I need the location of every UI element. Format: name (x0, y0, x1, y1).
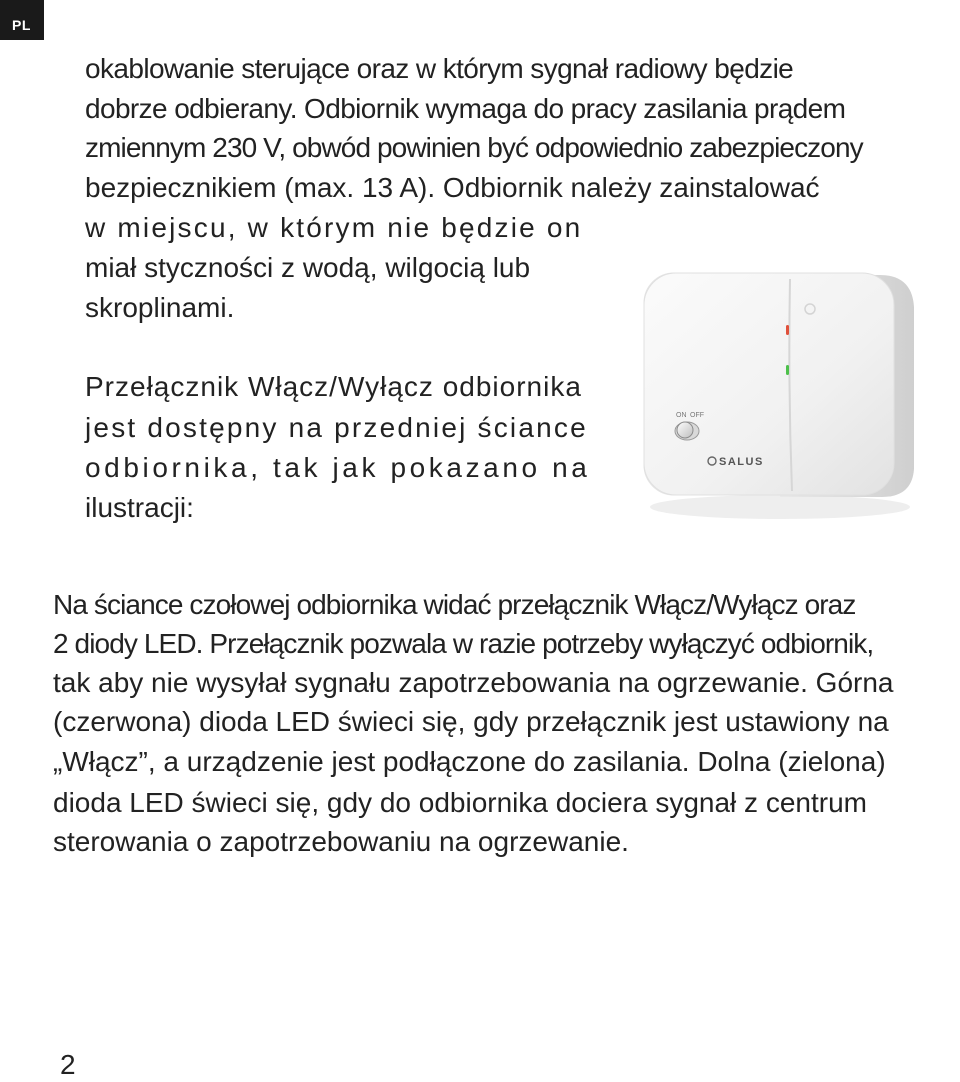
language-badge: PL (0, 0, 44, 40)
switch-on-label: ON (676, 412, 687, 419)
paragraph-3-line-5: „Włącz”, a urządzenie jest podłączone do zasilania. Dolna (zielona) (53, 746, 886, 777)
paragraph-1-line-5: w miejscu, w którym nie będzie on (85, 212, 583, 243)
salus-logo-text: SALUS (719, 456, 764, 468)
paragraph-2-line-4: ilustracji: (85, 492, 194, 523)
led-red-icon (786, 325, 789, 335)
device-body (644, 273, 894, 495)
led-green-icon (786, 365, 789, 375)
receiver-device-illustration (630, 245, 930, 535)
paragraph-1-line-2: dobrze odbierany. Odbiornik wymaga do pracy zasilania prądem (85, 93, 846, 124)
paragraph-1-line-7: skroplinami. (85, 292, 235, 323)
receiver-device-drawing (630, 245, 930, 535)
on-off-switch-icon (677, 422, 693, 438)
paragraph-3-line-2: 2 diody LED. Przełącznik pozwala w razie potrzeby wyłączyć odbiornik, (53, 628, 874, 659)
paragraph-2-line-1: Przełącznik Włącz/Wyłącz odbiornika (85, 371, 582, 402)
paragraph-3-line-6: dioda LED świeci się, gdy do odbiornika dociera sygnał z centrum (53, 787, 867, 818)
paragraph-3-line-1: Na ściance czołowej odbiornika widać przełącznik Włącz/Wyłącz oraz (53, 589, 856, 620)
paragraph-1-line-1: okablowanie sterujące oraz w którym sygnał radiowy będzie (85, 53, 794, 84)
device-shadow (650, 495, 910, 519)
paragraph-3-line-3: tak aby nie wysyłał sygnału zapotrzebowania na ogrzewanie. Górna (53, 667, 894, 698)
paragraph-1-line-3: zmiennym 230 V, obwód powinien być odpowiednio zabezpieczony (85, 132, 863, 163)
paragraph-3-line-4: (czerwona) dioda LED świeci się, gdy przełącznik jest ustawiony na (53, 706, 889, 737)
switch-off-label: OFF (690, 412, 704, 419)
page-number: 2 (60, 1049, 76, 1080)
paragraph-2-line-2: jest dostępny na przedniej ściance (85, 412, 588, 443)
paragraph-1-line-4: bezpiecznikiem (max. 13 A). Odbiornik należy zainstalować (85, 172, 820, 203)
paragraph-2-line-3: odbiornika, tak jak pokazano na (85, 452, 591, 483)
paragraph-1-line-6: miał styczności z wodą, wilgocią lub (85, 252, 531, 283)
paragraph-3-line-7: sterowania o zapotrzebowaniu na ogrzewanie. (53, 826, 629, 857)
